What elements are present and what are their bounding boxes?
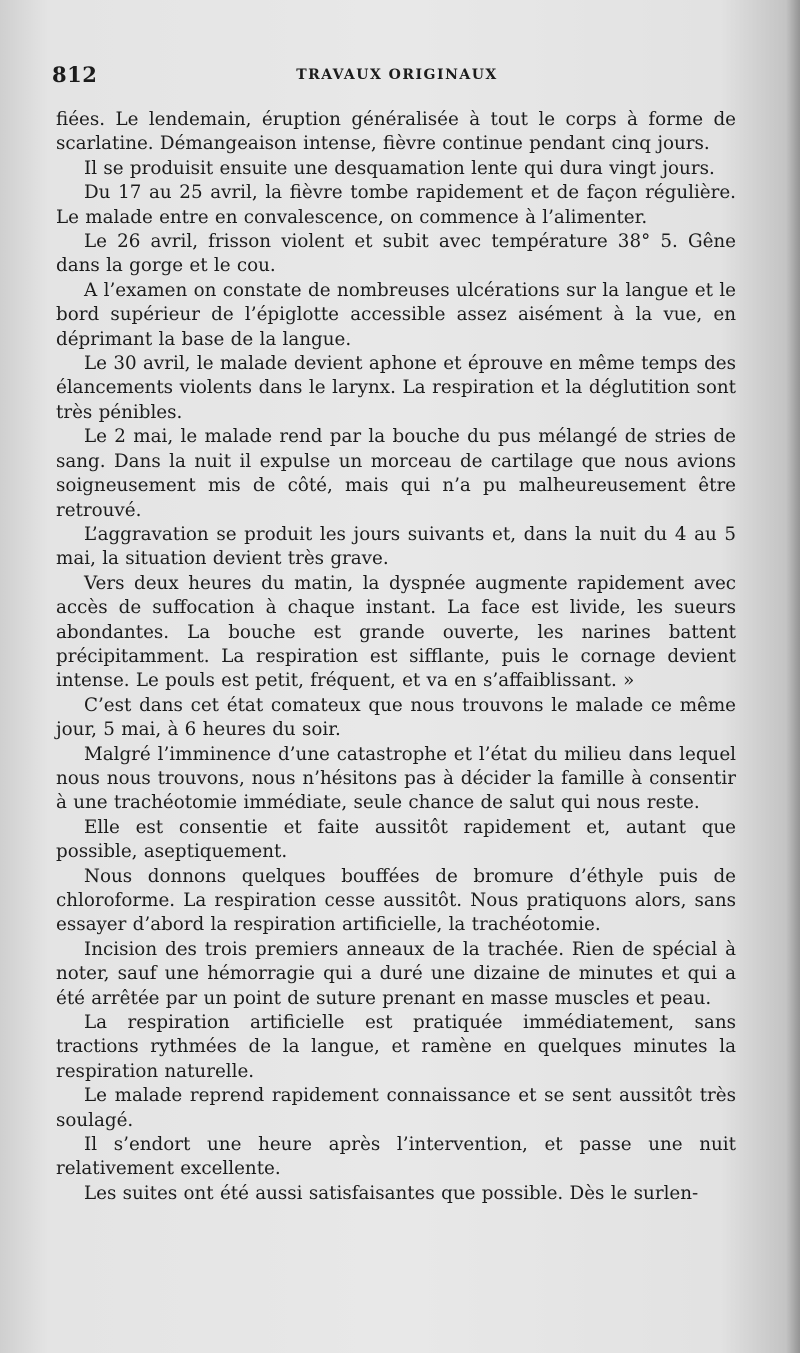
page-edge-shadow [786, 0, 800, 1353]
paragraph: Le 30 avril, le malade devient aphone et éprouve en même temps des élancements violents dans le larynx. La respiration et la déglutition sont très pénibles. [56, 353, 736, 423]
paragraph: L’aggravation se produit les jours suivants et, dans la nuit du 4 au 5 mai, la situation devient très grave. [56, 523, 736, 570]
paragraph: Il se produisit ensuite une desquamation lente qui dura vingt jours. [84, 157, 715, 179]
paragraph: fiées. Le lendemain, éruption généralisée à tout le corps à forme de scarlatine. Démangeaison intense, fièvre continue pendant cinq jours. [56, 109, 736, 155]
paragraph: A l’examen on constate de nombreuses ulcérations sur la langue et le bord supérieur de l’épiglotte accessible assez aisément à la vue, en déprimant la base de la langue. [56, 279, 736, 350]
page-number: 812 [52, 62, 98, 87]
paragraph: Du 17 au 25 avril, la fièvre tombe rapidement et de façon régulière. Le malade entre en convalescence, on commence à l’alimenter. [56, 182, 736, 228]
paragraph: Le 2 mai, le malade rend par la bouche du pus mélangé de stries de sang. Dans la nuit il expulse un morceau de cartilage que nous avions soigneusement mis de côté, mais qui n’a pu malheureusement être retrouvé. [56, 426, 736, 521]
paragraph: Malgré l’imminence d’une catastrophe et l’état du milieu dans lequel nous nous trouvons, nous n’hésitons pas à décider la famille à consentir à une trachéotomie immédiate, seule chance de salut qui nous reste. [56, 743, 736, 814]
paragraph: C’est dans cet état comateux que nous trouvons le malade ce même jour, 5 mai, à 6 heures du soir. [56, 694, 736, 741]
paragraph: Vers deux heures du matin, la dyspnée augmente rapidement avec accès de suffocation à chaque instant. La face est livide, les sueurs abondantes. La bouche est grande ouverte, les narines battent précipitamment. La respiration est sifflante, puis le cornage devient intense. Le pouls est petit, fréquent, et va en s’affaiblissant. » [56, 572, 736, 692]
running-title: TRAVAUX ORIGINAUX [296, 67, 498, 83]
paragraph: Il s’endort une heure après l’intervention, et passe une nuit relativement excellente. [56, 1134, 736, 1180]
paragraph: Nous donnons quelques bouffées de bromure d’éthyle puis de chloroforme. La respiration cesse aussitôt. Nous pratiquons alors, sans essayer d’abord la respiration artificielle, la trachéotomie. [56, 865, 736, 936]
paragraph: Le 26 avril, frisson violent et subit avec température 38° 5. Gêne dans la gorge et le cou. [56, 231, 736, 277]
paragraph: Elle est consentie et faite aussitôt rapidement et, autant que possible, aseptiquement. [56, 816, 736, 863]
paragraph: La respiration artificielle est pratiquée immédiatement, sans tractions rythmées de la langue, et ramène en quelques minutes la respiration naturelle. [56, 1012, 736, 1082]
paragraph: Le malade reprend rapidement connaissance et se sent aussitôt très soulagé. [56, 1085, 736, 1131]
paragraph: Incision des trois premiers anneaux de la trachée. Rien de spécial à noter, sauf une hémorragie qui a duré une dizaine de minutes et qui a été arrêtée par un point de suture prenant en masse muscles et peau. [56, 938, 736, 1009]
running-head [52, 62, 742, 92]
body-text [56, 108, 736, 1206]
paragraph: Les suites ont été aussi satisfaisantes que possible. Dès le surlen- [84, 1182, 699, 1204]
